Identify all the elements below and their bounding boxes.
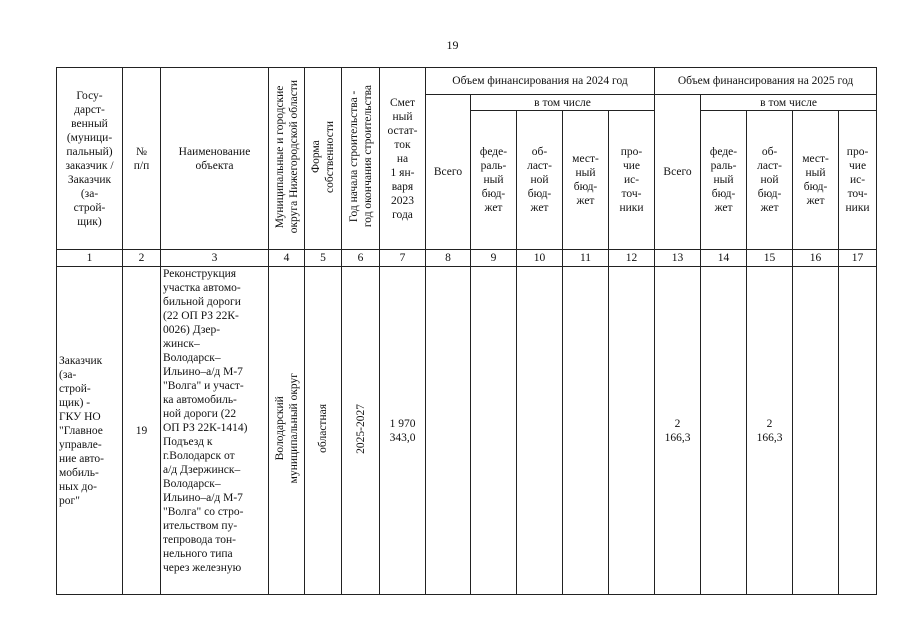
column-number: 14 (701, 250, 747, 267)
column-number: 4 (269, 250, 305, 267)
row-2024-regional (517, 267, 563, 595)
header-2025-local: мест- ный бюд- жет (793, 111, 839, 250)
header-2025-federal: феде- раль- ный бюд- жет (701, 111, 747, 250)
row-ownership: областная (317, 404, 329, 453)
row-2024-other (609, 267, 655, 595)
page-number: 19 (446, 38, 459, 52)
row-number: 19 (123, 267, 161, 595)
header-financing-2024: Объем финансирования на 2024 год (426, 68, 655, 95)
column-number: 15 (747, 250, 793, 267)
column-number-row (57, 250, 877, 267)
header-object-name: Наименование объекта (161, 68, 269, 250)
column-number: 11 (563, 250, 609, 267)
row-municipality-cell (269, 267, 305, 595)
row-2024-total (426, 267, 471, 595)
column-number: 13 (655, 250, 701, 267)
row-2024-local (563, 267, 609, 595)
column-number: 8 (426, 250, 471, 267)
column-number: 12 (609, 250, 655, 267)
column-number: 7 (380, 250, 426, 267)
header-2025-in-total: в том числе (701, 95, 877, 111)
row-2025-federal (701, 267, 747, 595)
row-2025-total: 2 166,3 (655, 267, 701, 595)
column-number: 5 (305, 250, 342, 267)
header-2025-total: Всего (655, 95, 701, 250)
header-financing-2025: Объем финансирования на 2025 год (655, 68, 877, 95)
row-2025-other (839, 267, 877, 595)
header-2024-federal: феде- раль- ный бюд- жет (471, 111, 517, 250)
row-2025-regional: 2 166,3 (747, 267, 793, 595)
header-2024-other: про- чие ис- точ- ники (609, 111, 655, 250)
column-number: 17 (839, 250, 877, 267)
header-row-1 (57, 68, 877, 95)
table-row (57, 267, 877, 595)
header-2024-local: мест- ный бюд- жет (563, 111, 609, 250)
header-years-cell (342, 68, 380, 250)
row-2025-local (793, 267, 839, 595)
row-ownership-cell (305, 267, 342, 595)
financing-table (56, 67, 877, 595)
header-2025-regional: об- ласт- ной бюд- жет (747, 111, 793, 250)
row-object-name: Реконструкция участка автомо- бильной дороги (22 ОП РЗ 22К- 0026) Дзер- жинск– Володарск– Ильино–а/д М-7 "Волга" и участ- ка автомобиль- ной дороги (22 ОП РЗ 22К-1414) Подъезд к г.Володарск от а/д Дзержинск– Володарск– Ильино–а/д М-7 "Волга" со стро- ительством пу- тепровода тон- нельного типа через железную (161, 267, 269, 595)
header-2025-other: про- чие ис- точ- ники (839, 111, 877, 250)
row-years: 2025-2027 (354, 403, 367, 454)
header-2024-regional: об- ласт- ной бюд- жет (517, 111, 563, 250)
header-customer: Госу- дарст- венный (муници- пальный) заказчик / Заказчик (за- строй- щик) (57, 68, 123, 250)
column-number: 10 (517, 250, 563, 267)
column-number: 3 (161, 250, 269, 267)
header-number: № п/п (123, 68, 161, 250)
header-estimate: Смет ный остат- ток на 1 ян- варя 2023 года (380, 68, 426, 250)
header-years: Год начала строительства - год окончания строительства (347, 85, 374, 228)
column-number: 6 (342, 250, 380, 267)
row-years-cell (342, 267, 380, 595)
header-municipality-cell (269, 68, 305, 250)
column-number: 9 (471, 250, 517, 267)
header-ownership: Форма собственности (310, 120, 336, 193)
column-number: 1 (57, 250, 123, 267)
row-municipality: Володарский муниципальный округ (273, 373, 300, 484)
header-ownership-cell (305, 68, 342, 250)
row-customer: Заказчик (за- строй- щик) - ГКУ НО "Главное управле- ние авто- мобиль- ных до- рог" (57, 267, 123, 595)
column-number: 2 (123, 250, 161, 267)
row-2024-federal (471, 267, 517, 595)
column-number: 16 (793, 250, 839, 267)
header-municipality: Муниципальные и городские округа Нижегородской области (273, 79, 300, 234)
header-2024-in-total: в том числе (471, 95, 655, 111)
header-2024-total: Всего (426, 95, 471, 250)
row-estimate: 1 970 343,0 (380, 267, 426, 595)
